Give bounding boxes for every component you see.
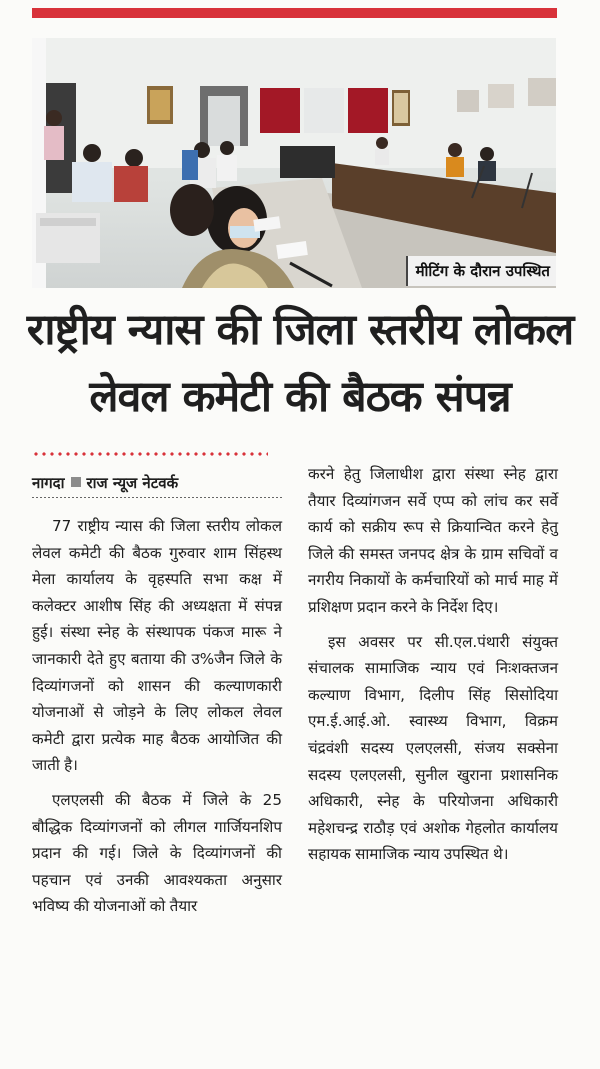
headline-line-2: लेवल कमेटी की बैठक संपन्न: [89, 372, 511, 422]
article-column-right: [308, 461, 558, 876]
byline: [32, 472, 282, 494]
article-column-left: [32, 513, 282, 928]
meeting-photo: [32, 38, 556, 288]
photo-caption: मीटिंग के दौरान उपस्थित: [406, 256, 556, 286]
byline-place: नागदा: [32, 474, 65, 492]
headline-line-1: राष्ट्रीय न्यास की जिला स्तरीय लोकल: [26, 305, 574, 355]
top-red-rule: [32, 8, 557, 18]
paragraph: एलएलसी की बैठक में जिले के 25 बौद्धिक दिव्यांगजनों को लीगल गार्जियनशिप प्रदान की गई। जिले के दिव्यांगजनों की पहचान एवं उनकी आवश्यकता अनुसार भविष्य की योजनाओं को तैयार: [32, 790, 282, 916]
paragraph: करने हेतु जिलाधीश द्वारा संस्था स्नेह द्वारा तैयार दिव्यांगजन सर्वे एप्प को लांच कर सर्वे कार्य को सक्रीय रूप से क्रियान्वित करने हेतु जिले की समस्त जनपद क्षेत्र के ग्राम सचिवों व नगरीय निकायों के कर्मचारियों को मार्च माह में प्रशिक्षण प्रदान करने के निर्देश दिए।: [308, 465, 558, 616]
dotted-separator: [32, 452, 268, 456]
paragraph: इस अवसर पर सी.एल.पंथारी संयुक्त संचालक सामाजिक न्याय एवं निःशक्तजन कल्याण विभाग, दिलीप सिंह सिसोदिया एम.ई.आई.ओ. स्वास्थ्य विभाग, विक्रम चंद्रवंशी सदस्य एलएलसी, संजय सक्सेना सदस्य एलएलसी, सुनील खुराना प्रशासनिक अधिकारी, स्नेह के परियोजना अधिकारी महेशचन्द्र राठौड़ एवं अशोक गेहलोत कार्यालय सहायक सामाजिक न्याय उपस्थित थे।: [308, 632, 558, 864]
byline-square-icon: [71, 477, 81, 487]
byline-underline: [32, 497, 282, 498]
byline-network: राज न्यूज नेटवर्क: [86, 474, 179, 492]
paragraph: 77 राष्ट्रीय न्यास की जिला स्तरीय लोकल लेवल कमेटी की बैठक गुरुवार शाम सिंहस्थ मेला कार्यालय के वृहस्पति सभा कक्ष में कलेक्टर आशीष सिंह की अध्यक्षता में संपन्न हुई। संस्था स्नेह के संस्थापक पंकज मारू ने जानकारी देते हुए बताया की उ%जैन जिले के दिव्यांगजनों को शासन की कल्याणकारी योजनाओं से जोड़ने के लिए लोकल लेवल कमेटी द्वारा प्रत्येक माह बैठक आयोजित की जाती है।: [32, 517, 282, 775]
meeting-photo-illustration: [32, 38, 556, 288]
